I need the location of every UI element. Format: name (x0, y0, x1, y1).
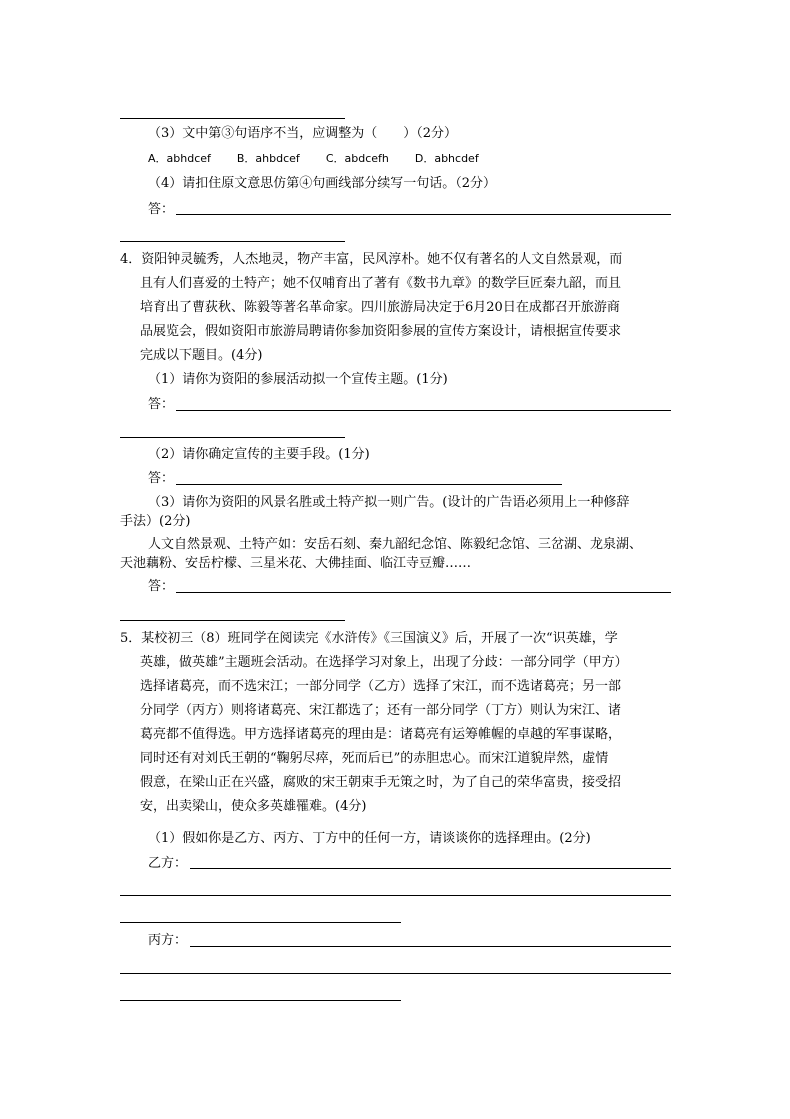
separator-line (120, 437, 345, 438)
answer-line (120, 973, 671, 974)
answer-line (120, 922, 401, 923)
q4-stem-line: 4．资阳钟灵毓秀，人杰地灵，物产丰富，民风淳朴。她不仅有著名的人文自然景观，而 (120, 252, 623, 267)
option-a: A．abhdcef (148, 152, 211, 165)
q3-sub4: （4）请扣住原文意思仿第④句画线部分续写一句话。（2分） (148, 176, 497, 191)
q5-stem-line: 分同学（丙方）则将诸葛亮、宋江都选了；还有一部分同学（丁方）则认为宋江、诸 (140, 703, 622, 718)
answer-label: 答： (148, 202, 175, 217)
q5-stem-line: 葛亮都不值得选。甲方选择诸葛亮的理由是：诸葛亮有运筹帷幄的卓越的军事谋略， (140, 727, 622, 742)
answer-label: 答： (148, 397, 175, 412)
answer-line (120, 1000, 401, 1001)
q4-stem-line: 培育出了曹荻秋、陈毅等著名革命家。四川旅游局决定于6月20日在成都召开旅游商 (140, 300, 620, 315)
q4-sub2: （2）请你确定宣传的主要手段。(1分) (148, 447, 370, 462)
answer-line (120, 895, 671, 896)
q4-hint-line1: 人文自然景观、土特产如：安岳石刻、秦九韶纪念馆、陈毅纪念馆、三岔湖、龙泉湖、 (148, 537, 643, 552)
answer-line (190, 946, 671, 947)
q5-stem-line: 假意，在梁山正在兴盛，腐败的宋王朝束手无策之时，为了自己的荣华富贵，接受招 (140, 775, 622, 790)
answer-line (190, 868, 671, 869)
q4-hint-line2: 天池藕粉、安岳柠檬、三星米花、大佛挂面、临江寺豆瓣…… (120, 556, 472, 571)
q4-stem-line: 品展览会，假如资阳市旅游局聘请你参加资阳参展的宣传方案设计，请根据宣传要求 (140, 324, 622, 339)
q4-sub1: （1）请你为资阳的参展活动拟一个宣传主题。(1分) (148, 372, 448, 387)
answer-line (176, 410, 671, 411)
answer-label: 答： (148, 579, 175, 594)
q5-stem-line: 英雄，做英雄”主题班会活动。在选择学习对象上，出现了分歧：一部分同学（甲方） (140, 655, 628, 670)
q4-stem-line: 完成以下题目。(4分) (140, 348, 263, 363)
q4-sub3-line2: 手法）(2分) (120, 514, 191, 529)
option-b: B．ahbdcef (236, 152, 300, 165)
answer-line (176, 484, 562, 485)
q3-sub3: （3）文中第③句语序不当，应调整为（ ）（2分） (148, 126, 458, 141)
answer-line (176, 214, 671, 215)
separator-line (120, 620, 345, 621)
q3-options (148, 150, 505, 168)
label-yi: 乙方： (148, 856, 188, 871)
option-d: D．abhcdef (414, 152, 479, 165)
answer-label: 答： (148, 471, 175, 486)
answer-line (176, 592, 671, 593)
q5-sub1: （1）假如你是乙方、丙方、丁方中的任何一方，请谈谈你的选择理由。(2分) (148, 831, 591, 846)
q5-stem-line: 选择诸葛亮，而不选宋江；一部分同学（乙方）选择了宋江，而不选诸葛亮；另一部 (140, 679, 622, 694)
separator-line (120, 118, 345, 119)
q5-stem-line: 安，出卖梁山，使众多英雄罹难。(4分) (140, 799, 367, 814)
label-bing: 丙方： (148, 933, 188, 948)
q5-stem-line: 5．某校初三（8）班同学在阅读完《水浒传》《三国演义》后，开展了一次“识英雄，学 (120, 631, 618, 646)
q5-stem-line: 同时还有对刘氏王朝的“鞠躬尽瘁，死而后已”的赤胆忠心。而宋江道貌岸然，虚情 (140, 751, 609, 766)
q4-stem-line: 且有人们喜爱的土特产；她不仅哺育出了著有《数书九章》的数学巨匠秦九韶，而且 (140, 276, 622, 291)
option-c: C．abdcefh (325, 152, 389, 165)
separator-line (120, 241, 345, 242)
q4-sub3-line1: （3）请你为资阳的风景名胜或土特产拟一则广告。(设计的广告语必须用上一种修辞 (148, 495, 630, 510)
